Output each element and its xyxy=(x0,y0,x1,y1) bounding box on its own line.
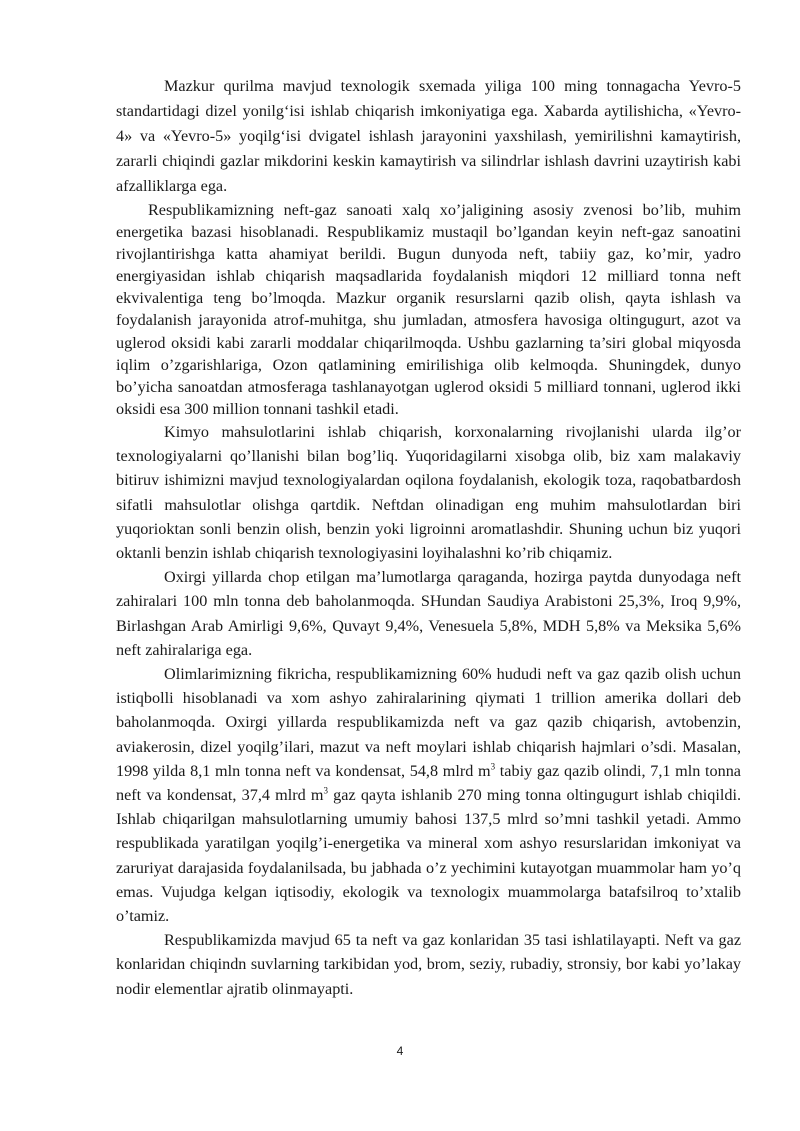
paragraph-5-text-c: gaz qayta ishlanib 270 ming tonna oltingugurt ishlab chiqildi. Ishlab chiqarilgan mahsulotlarning umumiy bahosi 137,5 mlrd so’mni tashkil yetadi. Ammo respublikada yaratilgan yoqilg’i-energetika va mineral xom ashyo resurslaridan imkoniyat va zaruriyat darajasida foydalanilsada, bu jabhada o’z yechimini kutayotgan muammolar ham yo’q emas. Vujudga kelgan iqtisodiy, ekologik va texnologix muammolarga batafsilroq to’xtalib o’tamiz. xyxy=(116,785,741,925)
paragraph-5-text-a: Olimlarimizning fikricha, respublikamizning 60% hududi neft va gaz qazib olish uchun istiqbolli hisoblanadi va xom ashyo zahiralarining qiymati 1 trillion amerika dollari deb baholanmoqda. Oxirgi yillarda respublikamizda neft va gaz qazib chiqarish, avtobenzin, aviakerosin, dizel yoqilg’ilari, mazut va neft moylari ishlab chiqarish hajmlari o’sdi. Masalan, 1998 yilda 8,1 mln tonna neft va kondensat, 54,8 mlrd m xyxy=(116,664,741,780)
paragraph-4: Oxirgi yillarda chop etilgan ma’lumotlarga qaraganda, hozirga paytda dunyodaga neft zahiralari 100 mln tonna deb baholanmoqda. SHundan Saudiya Arabistoni 25,3%, Iroq 9,9%, Birlashgan Arab Amirligi 9,6%, Quvayt 9,4%, Venesuela 5,8%, MDH 5,8% va Meksika 5,6% neft zahiralariga ega. xyxy=(116,568,741,659)
paragraph-5 xyxy=(116,662,741,928)
paragraph-6: Respublikamizda mavjud 65 ta neft va gaz konlaridan 35 tasi ishlatilayapti. Neft va gaz konlaridan chiqindn suvlarning tarkibidan yod, brom, seziy, rubadiy, stronsiy, bor kabi yo’lakay nodir elementlar ajratib olinmayapti. xyxy=(116,931,741,998)
document-page xyxy=(116,74,741,1001)
superscript-cubic: 3 xyxy=(323,785,328,796)
superscript-cubic: 3 xyxy=(490,761,496,772)
paragraph-3: Kimyo mahsulotlarini ishlab chiqarish, korxonalarning rivojlanishi ularda ilg’or texnologiyalarni qo’llanishi bilan bog’liq. Yuqoridagilarni xisobga olib, biz xam malakaviy bitiruv ishimizni mavjud texnologiyalardan oqilona foydalanish, ekologik toza, raqobatbardosh sifatli mahsulotlar olishga qartdik. Neftdan olinadigan eng muhim mahsulotlardan biri yuqorioktan sonli benzin olish, benzin yoki ligroinni aromatlashdir. Shuning uchun biz yuqori oktanli benzin ishlab chiqarish texnologiyasini loyihalashni ko’rib chiqamiz. xyxy=(116,422,741,562)
paragraph-2: Respublikamizning neft-gaz sanoati xalq xo’jaligining asosiy zvenosi bo’lib, muhim energetika bazasi hisoblanadi. Respublikamiz mustaqil bo’lgandan keyin neft-gaz sanoatini rivojlantirishga katta ahamiyat berildi. Bugun dunyoda neft, tabiiy gaz, ko’mir, yadro energiyasidan ishlab chiqarish maqsadlarida foydalanish miqdori 12 milliard tonna neft ekvivalentiga teng bo’lmoqda. Mazkur organik resurslarni qazib olish, qayta ishlash va foydalanish jarayonida atrof-muhitga, shu jumladan, atmosfera havosiga oltingugurt, azot va uglerod oksidi kabi zararli moddalar chiqarilmoqda. Ushbu gazlarning ta’siri global miqyosda iqlim o’zgarishlariga, Ozon qatlamining emirilishiga olib kelmoqda. Shuningdek, dunyo bo’yicha sanoatdan atmosferaga tashlanayotgan uglerod oksidi 5 milliard tonnani, uglerod ikki oksidi esa 300 million tonnani tashkil etadi. xyxy=(116,201,741,418)
page-number: 4 xyxy=(396,1044,404,1058)
paragraph-1: Mazkur qurilma mavjud texnologik sxemada yiliga 100 ming tonnagacha Yevro-5 standartidagi dizel yonilg‘isi ishlab chiqarish imkoniyatiga ega. Xabarda aytilishicha, «Yevro-4» va «Yevro-5» yoqilg‘isi dvigatel ishlash jarayonini yaxshilash, yemirilishni kamaytirish, zararli chiqindi gazlar mikdorini keskin kamaytirish va silindrlar ishlash davrini uzaytirish kabi afzalliklarga ega. xyxy=(116,77,741,195)
paragraph-5-text-b: tabiy gaz qazib olindi, 7,1 mln tonna neft va kondensat, 37,4 mlrd m xyxy=(116,761,741,804)
